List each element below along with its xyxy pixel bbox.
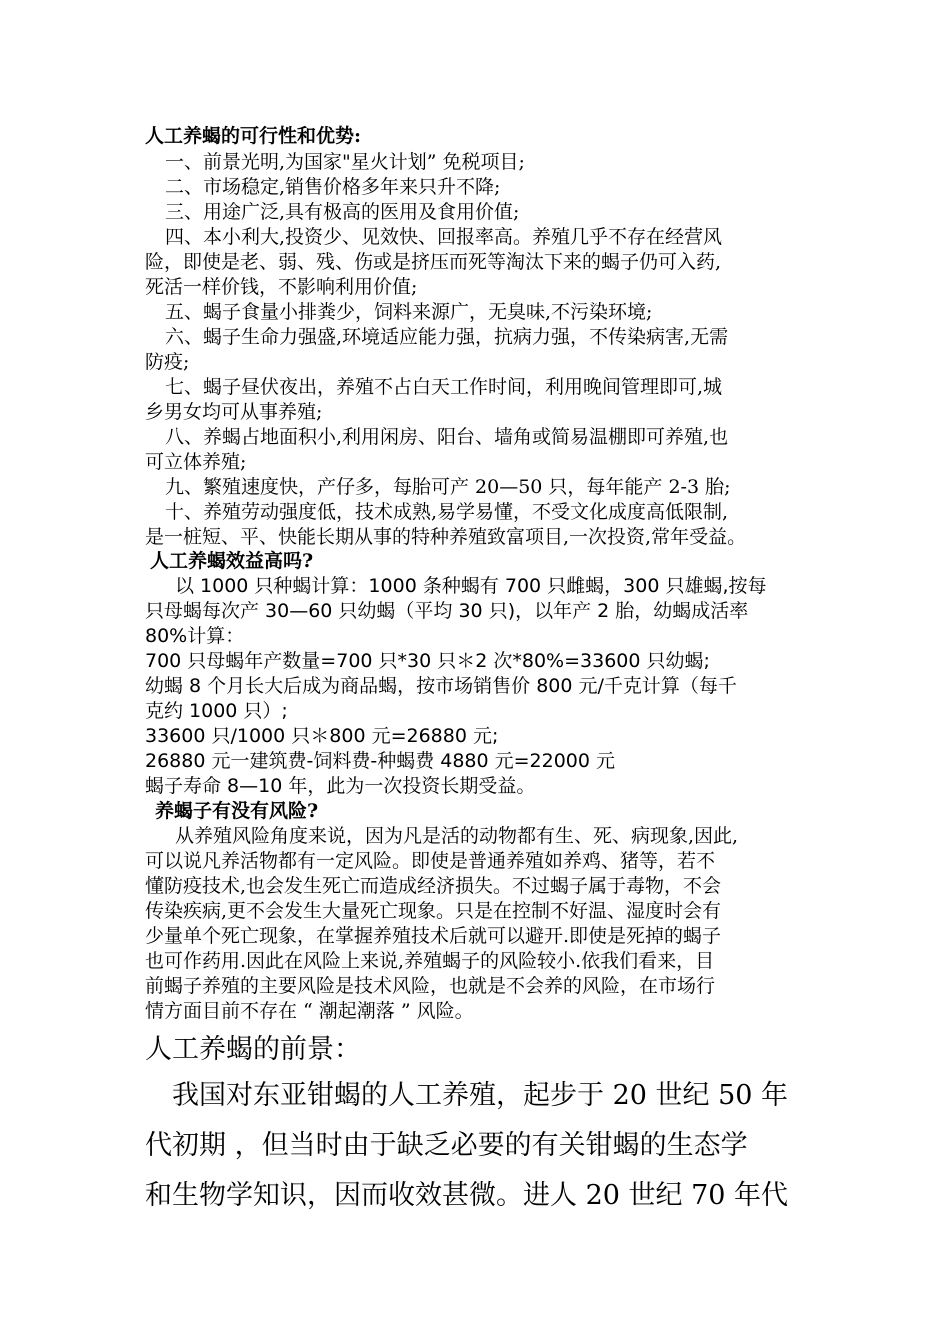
paragraph-line: 懂防疫技术,也会发生死亡而造成经济损失。不过蝎子属于毒物，不会: [145, 875, 722, 897]
paragraph-line: 我国对东亚钳蝎的人工养殖，起步于 20 世纪 50 年: [172, 1080, 789, 1111]
paragraph-line: 克约 1000 只）;: [145, 700, 288, 722]
paragraph-line: 一、前景光明,为国家"星火计划” 免税项目;: [165, 151, 525, 173]
paragraph-line: 是一桩短、平、快能长期从事的特种养殖致富项目,一次投资,常年受益。: [145, 526, 747, 548]
paragraph-line: 代初期 ，但当时由于缺乏必要的有关钳蝎的生态学: [145, 1130, 748, 1161]
paragraph-line: 三、用途广泛,具有极高的医用及食用价值;: [165, 201, 520, 223]
paragraph-line: 可立体养殖;: [145, 451, 247, 473]
paragraph-line: 八、养蝎占地面积小,利用闲房、阳台、墙角或简易温棚即可养殖,也: [165, 426, 729, 448]
paragraph-line: 蝎子寿命 8—10 年，此为一次投资长期受益。: [145, 775, 536, 797]
paragraph-line: 死活一样价钱，不影响利用价值;: [145, 276, 418, 298]
paragraph-line: 防疫;: [145, 351, 190, 373]
paragraph-line: 十、养殖劳动强度低，技术成熟,易学易懂，不受文化成度高低限制,: [165, 501, 729, 523]
paragraph-line: 700 只母蝎年产数量=700 只*30 只＊2 次*80%=33600 只幼蝎;: [145, 650, 710, 672]
paragraph-line: 以 1000 只种蝎计算：1000 条种蝎有 700 只雌蝎，300 只雄蝎,按每: [175, 575, 767, 597]
section-heading-profit: 人工养蝎效益高吗?: [150, 550, 314, 572]
paragraph-line: 33600 只/1000 只＊800 元=26880 元;: [145, 725, 499, 747]
section-heading-feasibility: 人工养蝎的可行性和优势:: [145, 125, 362, 147]
paragraph-line: 险，即使是老、弱、残、伤或是挤压而死等淘汰下来的蝎子仍可入药,: [145, 251, 722, 273]
paragraph-line: 幼蝎 8 个月长大后成为商品蝎，按市场销售价 800 元/千克计算（每千: [145, 675, 737, 697]
paragraph-line: 传染疾病,更不会发生大量死亡现象。只是在控制不好温、湿度时会有: [145, 900, 722, 922]
paragraph-line: 情方面目前不存在 “ 潮起潮落 ” 风险。: [145, 1000, 474, 1022]
paragraph-line: 可以说凡养活物都有一定风险。即使是普通养殖如养鸡、猪等，若不: [145, 850, 716, 872]
section-heading-prospect: 人工养蝎的前景：: [145, 1034, 361, 1065]
paragraph-line: 九、繁殖速度快，产仔多，每胎可产 20—50 只，每年能产 2-3 胎;: [165, 476, 731, 498]
paragraph-line: 80%计算：: [145, 625, 245, 647]
paragraph-line: 六、蝎子生命力强盛,环境适应能力强，抗病力强，不传染病害,无需: [165, 326, 729, 348]
paragraph-line: 乡男女均可从事养殖;: [145, 401, 323, 423]
paragraph-line: 和生物学知识，因而收效甚微。进人 20 世纪 70 年代: [145, 1180, 789, 1211]
paragraph-line: 五、蝎子食量小排粪少，饲料来源广，无臭味,不污染环境;: [165, 301, 653, 323]
paragraph-line: 少量单个死亡现象，在掌握养殖技术后就可以避开.即使是死掉的蝎子: [145, 925, 722, 947]
paragraph-line: 前蝎子养殖的主要风险是技术风险，也就是不会养的风险，在市场行: [145, 975, 716, 997]
paragraph-line: 二、市场稳定,销售价格多年来只升不降;: [165, 176, 501, 198]
paragraph-line: 七、蝎子昼伏夜出，养殖不占白天工作时间，利用晚间管理即可,城: [165, 376, 723, 398]
section-heading-risk: 养蝎子有没有风险?: [155, 800, 319, 822]
paragraph-line: 四、本小利大,投资少、见效快、回报率高。养殖几乎不存在经营风: [165, 226, 723, 248]
paragraph-line: 只母蝎每次产 30—60 只幼蝎（平均 30 只)，以年产 2 胎，幼蝎成活率: [145, 600, 749, 622]
paragraph-line: 也可作药用.因此在风险上来说,养殖蝎子的风险较小.依我们看来，目: [145, 950, 715, 972]
paragraph-line: 26880 元一建筑费-饲料费-种蝎费 4880 元=22000 元: [145, 750, 616, 772]
paragraph-line: 从养殖风险角度来说，因为凡是活的动物都有生、死、病现象,因此,: [175, 825, 739, 847]
